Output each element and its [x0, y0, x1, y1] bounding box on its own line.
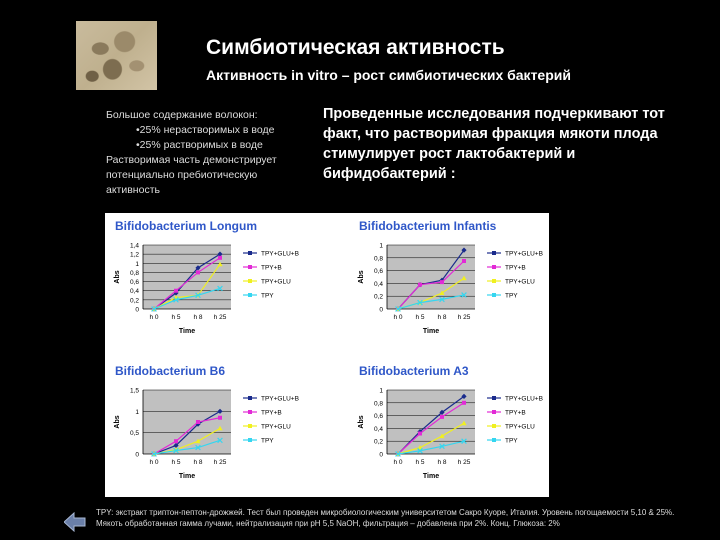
x-tick-label: h 25 — [213, 314, 227, 321]
legend-label: TPY — [505, 437, 518, 445]
legend-label: TPY+B — [505, 264, 526, 272]
x-axis-label: Time — [178, 328, 196, 335]
x-tick-label: h 5 — [171, 314, 181, 321]
plot-area — [143, 390, 231, 454]
chart-title: Bifidobacterium B6 — [115, 364, 226, 378]
data-point — [218, 416, 222, 420]
charts-svg — [105, 213, 549, 497]
x-tick-label: h 0 — [149, 314, 159, 321]
chart-title: Bifidobacterium Infantis — [359, 219, 497, 233]
y-tick-label: 0,2 — [373, 438, 383, 446]
legend-marker — [492, 265, 496, 269]
chart-3 — [114, 364, 299, 480]
x-axis-label: Time — [422, 328, 440, 335]
legend-marker — [248, 279, 252, 283]
chart-1 — [114, 219, 299, 335]
legend-marker — [492, 279, 496, 283]
y-tick-label: 0 — [135, 306, 139, 314]
legend-label: TPY+GLU — [261, 278, 291, 286]
y-tick-label: 1,2 — [129, 251, 139, 259]
legend-label: TPY+GLU+B — [261, 250, 299, 258]
legend-label: TPY — [261, 437, 274, 445]
data-point — [196, 270, 200, 274]
page-title: Симбиотическая активность — [206, 36, 505, 59]
back-arrow-glyph — [64, 512, 86, 532]
chart-4 — [358, 364, 543, 480]
legend-marker — [492, 293, 496, 297]
y-tick-label: 0,4 — [373, 280, 383, 288]
y-tick-label: 0,8 — [373, 255, 383, 263]
y-tick-label: 0,6 — [373, 268, 383, 276]
y-axis-label: Abs — [114, 415, 121, 429]
legend-label: TPY+GLU+B — [505, 250, 543, 258]
legend-label: TPY+GLU+B — [261, 395, 299, 403]
legend-marker — [248, 424, 252, 428]
y-tick-label: 1 — [379, 387, 383, 395]
legend-marker — [492, 396, 496, 400]
legend-label: TPY+B — [261, 264, 282, 272]
y-tick-label: 0,4 — [373, 425, 383, 433]
x-tick-label: h 0 — [393, 314, 403, 321]
legend-marker — [248, 438, 252, 442]
x-tick-label: h 0 — [149, 459, 159, 466]
y-tick-label: 0,6 — [129, 279, 139, 287]
x-tick-label: h 25 — [457, 459, 471, 466]
bacteria-thumbnail-image — [76, 21, 157, 90]
legend-label: TPY+GLU+B — [505, 395, 543, 403]
y-tick-label: 0 — [379, 451, 383, 459]
data-point — [418, 432, 422, 436]
fiber-line-4: активность — [106, 184, 160, 196]
y-axis-label: Abs — [358, 270, 365, 284]
y-tick-label: 0,8 — [373, 400, 383, 408]
y-tick-label: 0,6 — [373, 413, 383, 421]
y-tick-label: 0,5 — [129, 430, 139, 438]
chart-title: Bifidobacterium A3 — [359, 364, 469, 378]
data-point — [440, 280, 444, 284]
fiber-line-3: потенциально пребиотическую — [106, 169, 258, 181]
legend-label: TPY+GLU — [261, 423, 291, 431]
legend-marker — [248, 410, 252, 414]
x-tick-label: h 8 — [193, 314, 203, 321]
legend-label: TPY — [505, 292, 518, 300]
y-tick-label: 0,2 — [129, 297, 139, 305]
y-tick-label: 0,2 — [373, 293, 383, 301]
data-point — [218, 256, 222, 260]
y-tick-label: 1 — [379, 242, 383, 250]
y-axis-label: Abs — [358, 415, 365, 429]
legend-label: TPY+GLU — [505, 278, 535, 286]
legend-marker — [492, 251, 496, 255]
x-tick-label: h 5 — [171, 459, 181, 466]
research-conclusion-text: Проведенные исследования подчеркивают тот факт, что растворимая фракция мякоти плода стимулирует рост лактобактерий и бифидобактерий : — [323, 106, 665, 182]
x-tick-label: h 8 — [437, 314, 447, 321]
data-point — [174, 289, 178, 293]
legend-marker — [492, 438, 496, 442]
data-point — [174, 439, 178, 443]
legend-marker — [248, 396, 252, 400]
footnote-text: TPY: экстракт триптон-пептон-дрожжей. Тест был проведен микробиологическим университетом Сакро Куоре, Италия. Уровень погощаемости 5,10 & 25%. Мякоть обработанная гамма лучами, нейтрализация при pH 5,5 NaOH, фильтрация – добавлена при 2%. Конц. Глюкоза: 2% — [96, 508, 675, 528]
y-tick-label: 0 — [379, 306, 383, 314]
fiber-bullet-1: •25% нерастворимых в воде — [136, 124, 275, 136]
y-tick-label: 0,8 — [129, 269, 139, 277]
legend-marker — [492, 410, 496, 414]
x-tick-label: h 25 — [457, 314, 471, 321]
legend-label: TPY — [261, 292, 274, 300]
y-tick-label: 1,5 — [129, 387, 139, 395]
fiber-line-1: Большое содержание волокон: — [106, 109, 258, 121]
y-axis-label: Abs — [114, 270, 121, 284]
back-arrow-icon[interactable] — [64, 512, 86, 532]
x-tick-label: h 0 — [393, 459, 403, 466]
data-point — [440, 415, 444, 419]
x-tick-label: h 8 — [193, 459, 203, 466]
x-tick-label: h 25 — [213, 459, 227, 466]
legend-label: TPY+GLU — [505, 423, 535, 431]
y-tick-label: 1 — [135, 260, 139, 268]
legend-marker — [492, 424, 496, 428]
data-point — [462, 259, 466, 263]
x-axis-label: Time — [178, 473, 196, 480]
data-point — [196, 420, 200, 424]
legend-label: TPY+B — [261, 409, 282, 417]
plot-area — [143, 245, 231, 309]
plot-area — [387, 245, 475, 309]
x-axis-label: Time — [422, 473, 440, 480]
legend-marker — [248, 293, 252, 297]
legend-label: TPY+B — [505, 409, 526, 417]
data-point — [418, 283, 422, 287]
legend-marker — [248, 265, 252, 269]
x-tick-label: h 5 — [415, 314, 425, 321]
y-tick-label: 1 — [135, 408, 139, 416]
page-subtitle: Активность in vitro – рост симбиотических бактерий — [206, 67, 571, 83]
x-tick-label: h 5 — [415, 459, 425, 466]
fiber-bullet-2: •25% растворимых в воде — [136, 139, 263, 151]
legend-marker — [248, 251, 252, 255]
y-tick-label: 1,4 — [129, 242, 139, 250]
data-point — [462, 401, 466, 405]
x-tick-label: h 8 — [437, 459, 447, 466]
chart-title: Bifidobacterium Longum — [115, 219, 257, 233]
y-tick-label: 0,4 — [129, 288, 139, 296]
y-tick-label: 0 — [135, 451, 139, 459]
fiber-line-2: Растворимая часть демонстрирует — [106, 154, 277, 166]
fiber-content-text — [106, 108, 311, 198]
charts-panel — [105, 213, 549, 497]
chart-2 — [358, 219, 543, 335]
